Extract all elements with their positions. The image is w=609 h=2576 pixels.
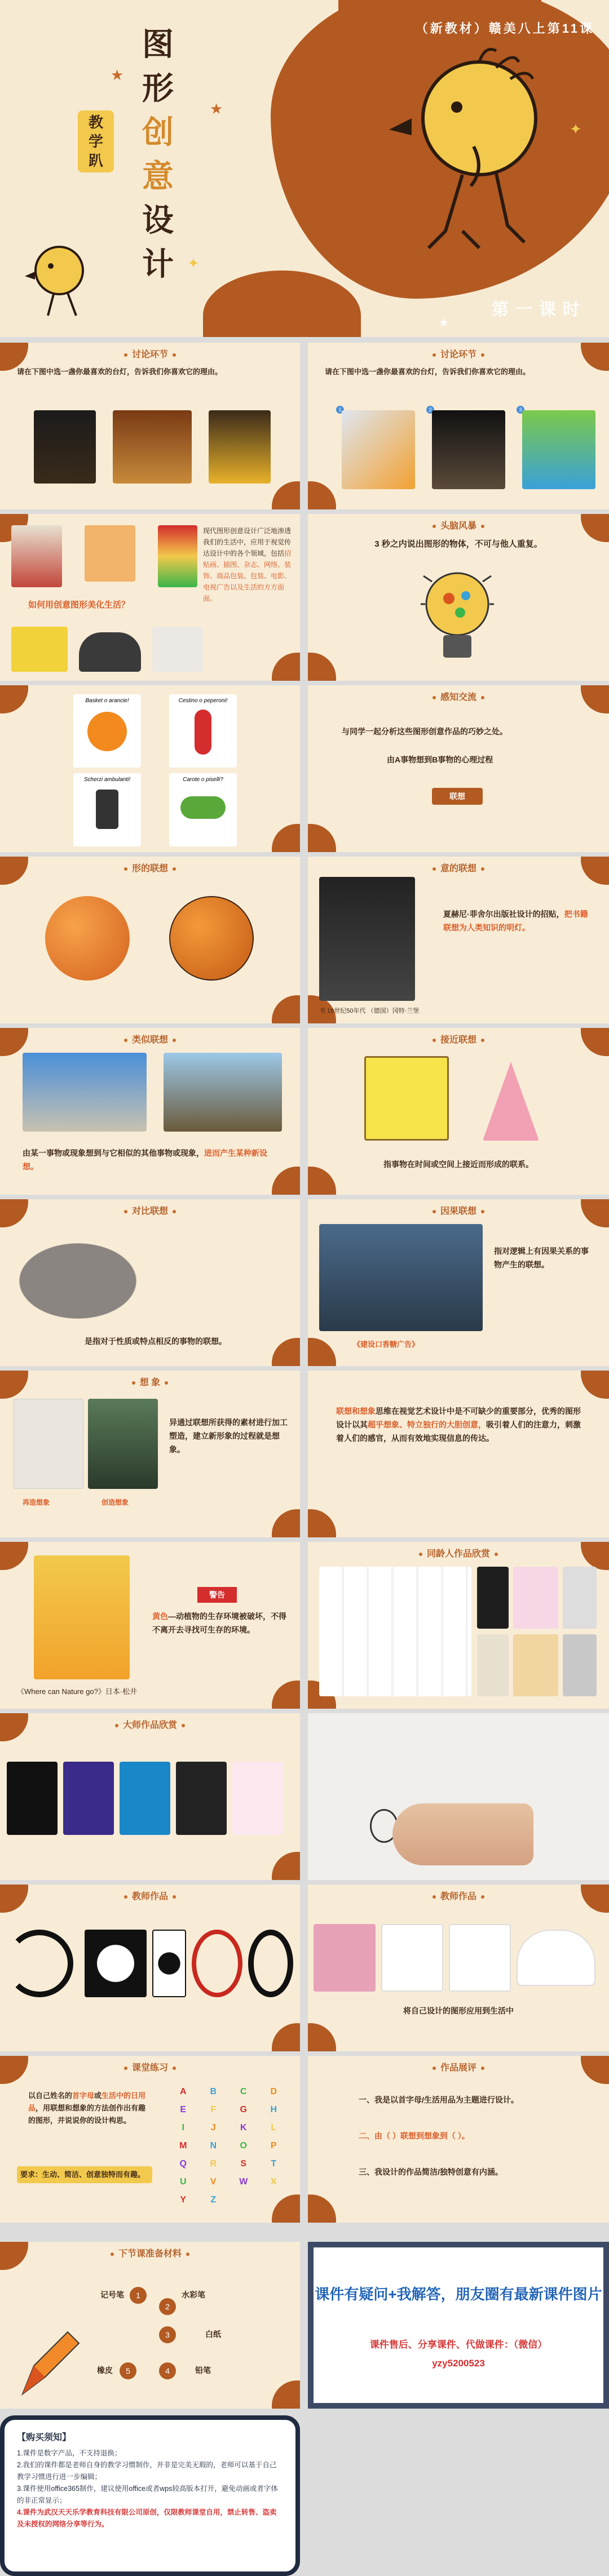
- evaluation-line: 三、我设计的作品简洁/独特创意有内涵。: [359, 2167, 503, 2176]
- corner-decoration: [272, 824, 300, 852]
- alphabet-letter: V: [210, 2177, 217, 2187]
- corner-decoration: [272, 653, 300, 681]
- cover-course-title: （新教材）赣美八上第11课: [415, 21, 594, 36]
- slide-title: 作品展评: [308, 2060, 609, 2073]
- alphabet-letter: M: [179, 2141, 187, 2151]
- slide-title: 同龄人作品欣赏: [308, 1546, 609, 1559]
- corner-decoration: [272, 1852, 300, 1880]
- figure-image: [96, 790, 118, 829]
- spongebob-image: [364, 1056, 449, 1141]
- hand-drawing-photo: [392, 1803, 533, 1865]
- material-number: 4: [159, 2362, 176, 2379]
- association-button[interactable]: 联想: [432, 788, 483, 805]
- slide-title: 感知交流: [308, 690, 609, 703]
- alphabet-letter: R: [210, 2159, 217, 2169]
- title-char: 设: [142, 202, 174, 239]
- slide-text: [203, 525, 293, 604]
- slide-causal-association[interactable]: [308, 1199, 609, 1366]
- body-text: —动植物的生存环境被破坏，不得不离开去寻找可生存的环境。: [152, 1612, 286, 1634]
- orange-image: [45, 896, 130, 981]
- book-lamp-poster: [319, 877, 415, 1001]
- slide-title: 头脑风暴: [308, 518, 609, 531]
- slide-text: [28, 2090, 152, 2127]
- contact-headline: 课件有疑问+我解答，朋友圈有最新课件图片: [315, 2286, 602, 2303]
- slide-graphic-design-life[interactable]: [0, 514, 300, 681]
- alphabet-letter: X: [270, 2177, 277, 2187]
- material-number: 5: [120, 2362, 136, 2379]
- contact-card[interactable]: [308, 2242, 609, 2409]
- material-label: 铅笔: [195, 2366, 211, 2375]
- alphabet-letter: F: [210, 2105, 217, 2114]
- evaluation-line: 一、我是以首字母/生活用品为主题进行设计。: [359, 2095, 519, 2104]
- slide-next-class-materials[interactable]: [0, 2242, 300, 2409]
- slide-perception[interactable]: [308, 685, 609, 852]
- slide-association-imagination-summary[interactable]: [308, 1371, 609, 1537]
- letter-artwork: [563, 1634, 597, 1696]
- ad-caption: 《建设口香糖广告》: [353, 1340, 420, 1349]
- letter-poster: [7, 1762, 58, 1835]
- slide-shape-association[interactable]: [0, 857, 300, 1023]
- letter-artwork: [477, 1567, 509, 1629]
- design-image: [85, 525, 135, 582]
- elephant-ant-image: [17, 1233, 152, 1329]
- material-label: 白纸: [205, 2330, 221, 2339]
- mug-mockup: [381, 1924, 443, 1992]
- corner-decoration: [0, 1542, 28, 1570]
- slide-text: 与同学一起分析这些图形创意作品的巧妙之处。: [342, 727, 508, 736]
- slide-text: 异通过联想所获得的素材进行加工塑造，建立新形象的过程就是想象。: [169, 1418, 288, 1454]
- panda-artwork: [85, 1930, 147, 1997]
- corner-decoration: [308, 1338, 336, 1366]
- cover-brown-shape-bottom: [203, 271, 361, 337]
- letter-poster: [176, 1762, 227, 1835]
- slide-title: 讨论环节: [0, 347, 300, 360]
- highlight-text: 超乎想象、特立独行的大胆创意，: [368, 1420, 486, 1429]
- poster-caption: 书 19世纪50年代 （德国）冈特·兰堡: [319, 1008, 420, 1014]
- notice-line: 3.课件使用office365制作，建议使用office或者wps较高版本打开，避免动画或者字体的非正常显示；: [17, 2485, 278, 2504]
- alphabet-letter: O: [240, 2141, 247, 2151]
- title-char: 计: [142, 246, 174, 283]
- slide-imagination[interactable]: [0, 1371, 300, 1537]
- slide-text: [152, 1610, 288, 1637]
- notice-line: 2.我们的课件都是老师自身的教学习惯制作，并非是完美无瑕的，老师可以基于自己教学习惯进行进一步编辑；: [17, 2461, 277, 2481]
- alphabet-letter: N: [210, 2141, 217, 2151]
- slide-text: 请在下图中选一盏你最喜欢的台灯，告诉我们你喜欢它的理由。: [17, 367, 223, 376]
- letter-poster: [232, 1762, 283, 1835]
- pineapple-lamp-photo: [209, 410, 271, 484]
- alphabet-letter: P: [270, 2141, 277, 2151]
- corner-decoration: [272, 481, 300, 509]
- slide-title: 因果联想: [308, 1204, 609, 1217]
- corner-decoration: [308, 2194, 336, 2223]
- highlight-text: 把书籍联想为人类知识的明灯。: [443, 910, 588, 932]
- letter-artwork: [513, 1567, 558, 1629]
- slide-title: 对比联想: [0, 1204, 300, 1217]
- alphabet-letter: H: [270, 2105, 277, 2114]
- slide-teacher-works-1[interactable]: [0, 1885, 300, 2051]
- lamp-photo: [342, 410, 415, 489]
- highlight-text: 黄色: [152, 1612, 168, 1621]
- corner-decoration: [272, 2023, 300, 2051]
- slide-peer-works[interactable]: [308, 1542, 609, 1709]
- slide-title: 下节课准备材料: [0, 2246, 300, 2259]
- corner-decoration: [308, 2023, 336, 2051]
- alphabet-letter: D: [270, 2087, 277, 2096]
- graphic-artwork: [152, 1930, 186, 1997]
- slide-text: 指事物在时间或空间上接近而形成的联系。: [383, 1160, 533, 1169]
- title-char: 图: [142, 26, 174, 63]
- graphic-artwork: [248, 1930, 293, 1997]
- slide-title: 大师作品欣赏: [0, 1718, 300, 1731]
- slide-master-works[interactable]: [0, 1713, 300, 1880]
- slide-text: 3 秒之内说出图形的物体，不可与他人重复。: [374, 539, 542, 549]
- slide-contrast-association[interactable]: [0, 1199, 300, 1366]
- red-graphic-artwork: [192, 1930, 242, 1997]
- body-text: 由某一事物或现象想到与它相似的其他事物或现象，: [23, 1149, 204, 1158]
- body-text: ，用联想和想象的方法创作出有趣的图形，并说说你的设计构思。: [28, 2104, 146, 2125]
- slide-shape-examples[interactable]: [0, 685, 300, 852]
- title-char: 形: [142, 70, 174, 107]
- lipstick-design-image: [11, 525, 62, 587]
- pea-card: [169, 773, 237, 846]
- slide-title: 形的联想: [0, 861, 300, 874]
- purchase-notice: [0, 2415, 300, 2576]
- requirement-box: 要求：生动、简洁、创意独特而有趣。: [17, 2166, 152, 2183]
- slide-text: 指对逻辑上有因果关系的事物产生的联想。: [494, 1247, 589, 1269]
- star-icon: ★: [111, 66, 124, 83]
- slide-class-exercise[interactable]: [0, 2056, 300, 2223]
- highlight-text: 招贴画、插图、杂志、网络、装饰、商品包装、包装、电影、电视广告以及生活的方方面面。: [203, 549, 292, 602]
- slide-title: 课堂练习: [0, 2060, 300, 2073]
- corner-decoration: [581, 1371, 609, 1399]
- cap-mockup: [517, 1930, 595, 1986]
- highlight-text: 首字母: [72, 2091, 95, 2100]
- notice-title: 【购买须知】: [17, 2433, 72, 2442]
- slide-similar-association[interactable]: [0, 1028, 300, 1195]
- card-caption: Scherzi ambulanti!: [83, 777, 131, 783]
- slide-title: 类似联想: [0, 1032, 300, 1045]
- birds-nest-stadium-photo: [23, 1053, 147, 1132]
- corner-decoration: [308, 1509, 336, 1537]
- pepper-image: [195, 710, 211, 755]
- alphabet-letter: A: [179, 2087, 187, 2096]
- pepper-card: [169, 694, 237, 768]
- slide-poster-warning[interactable]: [0, 1542, 300, 1709]
- evaluation-line: 二、由（ ）联想到想象到（ ）。: [359, 2131, 470, 2140]
- slide-title: 教师作品: [0, 1889, 300, 1902]
- slide-title: 教师作品: [308, 1889, 609, 1902]
- corner-decoration: [308, 824, 336, 852]
- contact-service-text: 课件售后、分享课件、代做课件：（微信）: [369, 2339, 548, 2350]
- notice-line: 4.课件为武汉天天乐学教育科技有限公司原创，仅限教师课堂自用，禁止转售、盗卖及未授权的网络分享等行为。: [17, 2508, 277, 2528]
- question-text: 如何用创意图形美化生活？: [28, 600, 130, 610]
- slide-discussion-2[interactable]: [308, 343, 609, 509]
- poster-caption: 《Where can Nature go?》日本·松井: [17, 1687, 138, 1696]
- corner-decoration: [272, 995, 300, 1023]
- body-text: 现代图形创意设计广泛地渗透我们的生活中，应用于视觉传达设计中的各个领域，包括: [203, 527, 292, 557]
- title-char: 创: [142, 114, 174, 151]
- yellow-bird-character-illustration: [389, 45, 581, 282]
- creative-imagination-image: [88, 1399, 158, 1489]
- brand-label-text: 教学趴: [88, 114, 103, 169]
- slide-title: 意的联想: [308, 861, 609, 874]
- slide-evaluation[interactable]: [308, 2056, 609, 2223]
- graphic-artwork: [6, 1930, 73, 1997]
- bag-mockup: [449, 1924, 511, 1992]
- zebra-tree-poster: [34, 1555, 130, 1679]
- highlight-text: 进而产生某种新设想。: [23, 1149, 267, 1171]
- body-text: 思维在视觉艺术设计中是不可缺少的重要部分，优秀的图形设计以其: [336, 1407, 581, 1429]
- letter-artwork: [477, 1634, 509, 1696]
- slide-meaning-association[interactable]: [308, 857, 609, 1023]
- material-number: 3: [159, 2326, 176, 2343]
- card-caption: Carote o piselli?: [183, 777, 223, 783]
- orange-image: [87, 712, 127, 751]
- wechat-id[interactable]: yzy5200523: [432, 2358, 485, 2369]
- star-icon: ★: [210, 100, 223, 117]
- alphabet-letter: G: [240, 2105, 247, 2114]
- body-text: 或: [94, 2091, 102, 2100]
- slide-text: [23, 1146, 282, 1173]
- peer-artwork-grid: [319, 1567, 471, 1696]
- stool-design-image: [79, 632, 141, 672]
- alphabet-letter: B: [210, 2087, 217, 2096]
- traffic-light-image: [158, 525, 197, 587]
- slide-text: [443, 907, 590, 934]
- alphabet-letter: E: [180, 2105, 187, 2114]
- alphabet-letter: K: [240, 2123, 247, 2132]
- slide-text: 请在下图中选一盏你最喜欢的台灯，告诉我们你喜欢它的理由。: [325, 367, 531, 376]
- orange-basket-card: [73, 694, 141, 768]
- corner-decoration: [0, 685, 28, 713]
- number-badge: 2: [426, 406, 434, 414]
- slide-discussion-1[interactable]: [0, 343, 300, 509]
- body-text: 以自己姓名的: [28, 2091, 73, 2100]
- alphabet-letter: U: [179, 2177, 187, 2187]
- gum-advertisement-image: [319, 1224, 483, 1331]
- highlight-text: 生活中的日用品: [28, 2091, 146, 2112]
- tshirt-mockup: [314, 1924, 376, 1992]
- small-bird-illustration: [23, 237, 96, 321]
- cover-title: [135, 23, 180, 286]
- alphabet-letter: J: [210, 2123, 216, 2132]
- lamp-photo: [34, 410, 96, 484]
- corner-decoration: [308, 481, 336, 509]
- slide-title: 想 象: [0, 1375, 300, 1388]
- bird-nest-photo: [164, 1053, 282, 1132]
- drawing-hands-image: [14, 1399, 83, 1489]
- letter-poster: [120, 1762, 170, 1835]
- marker-pen-icon: [11, 2326, 85, 2400]
- corner-decoration: [272, 2380, 300, 2409]
- slide-teacher-works-2[interactable]: [308, 1885, 609, 2051]
- star-icon: ✦: [570, 121, 582, 138]
- basketball-image: [169, 896, 254, 981]
- alphabet-letter: C: [240, 2087, 247, 2096]
- material-number: 2: [159, 2298, 176, 2315]
- cover-slide[interactable]: [0, 0, 609, 337]
- slide-drawing-video[interactable]: [308, 1713, 609, 1880]
- slide-brainstorm[interactable]: [308, 514, 609, 681]
- slide-text: 是指对于性质或特点相反的事物的联想。: [85, 1337, 227, 1346]
- lamp-photo: [522, 410, 595, 489]
- cover-session-label: 第一课时: [492, 300, 586, 319]
- letter-artwork: [513, 1634, 558, 1696]
- body-text: 夏赫尼·菲舍尔出版社设计的招贴，: [443, 910, 564, 919]
- image-caption: 创造想象: [102, 1498, 129, 1506]
- corner-decoration: [272, 1509, 300, 1537]
- card-caption: Basket o arancie!: [85, 698, 129, 704]
- slide-text: [336, 1404, 584, 1445]
- alphabet-letter: L: [271, 2123, 277, 2132]
- image-caption: 再造想象: [23, 1498, 50, 1506]
- letter-artwork: [563, 1567, 597, 1629]
- alphabet-letter: Q: [179, 2159, 187, 2169]
- slide-text: 将自己设计的图形应用到生活中: [403, 2006, 514, 2015]
- material-label: 水彩笔: [182, 2290, 205, 2299]
- alphabet-grid: [169, 2084, 288, 2208]
- alphabet-letter: S: [240, 2159, 247, 2169]
- title-char: 意: [142, 158, 174, 195]
- pea-image: [180, 796, 226, 819]
- corner-decoration: [308, 653, 336, 681]
- notice-line: 1.课件是数字产品，不支持退换；: [17, 2449, 122, 2457]
- alphabet-letter: Z: [210, 2195, 217, 2205]
- letter-poster: [63, 1762, 114, 1835]
- taxi-design-image: [11, 627, 68, 672]
- card-caption: Cestino o peperoni!: [178, 698, 228, 704]
- slide-text: 由A事物想到B事物的心理过程: [387, 755, 493, 764]
- warning-tag: 警告: [197, 1587, 237, 1603]
- number-badge: 1: [336, 406, 344, 414]
- lamp-photo: [113, 410, 192, 484]
- walking-card: [73, 773, 141, 846]
- lightbulb-icon: [421, 565, 494, 672]
- cover-brand-label: [78, 110, 114, 172]
- alphabet-letter: I: [182, 2123, 184, 2132]
- alphabet-letter: W: [239, 2177, 248, 2187]
- hand-design-image: [152, 627, 203, 672]
- alphabet-letter: T: [271, 2159, 277, 2169]
- alphabet-letter: Y: [180, 2195, 187, 2205]
- material-number: 1: [130, 2287, 147, 2304]
- number-badge: 3: [517, 406, 524, 414]
- body-text: 吸引着人们的注意力，刺激着人们的感官，从而有效地实现信息的传达。: [336, 1420, 581, 1443]
- highlight-text: 联想和想象: [336, 1407, 376, 1416]
- corner-decoration: [272, 1681, 300, 1709]
- star-icon: ★: [439, 317, 449, 329]
- slide-title: 讨论环节: [308, 347, 609, 360]
- star-icon: ✦: [187, 255, 200, 272]
- lamp-photo: [432, 410, 505, 489]
- material-label: 记号笔: [100, 2290, 124, 2299]
- material-label: 橡皮: [97, 2366, 113, 2375]
- patrick-star-image: [483, 1062, 539, 1141]
- slide-title: 接近联想: [308, 1032, 609, 1045]
- slide-proximity-association[interactable]: [308, 1028, 609, 1195]
